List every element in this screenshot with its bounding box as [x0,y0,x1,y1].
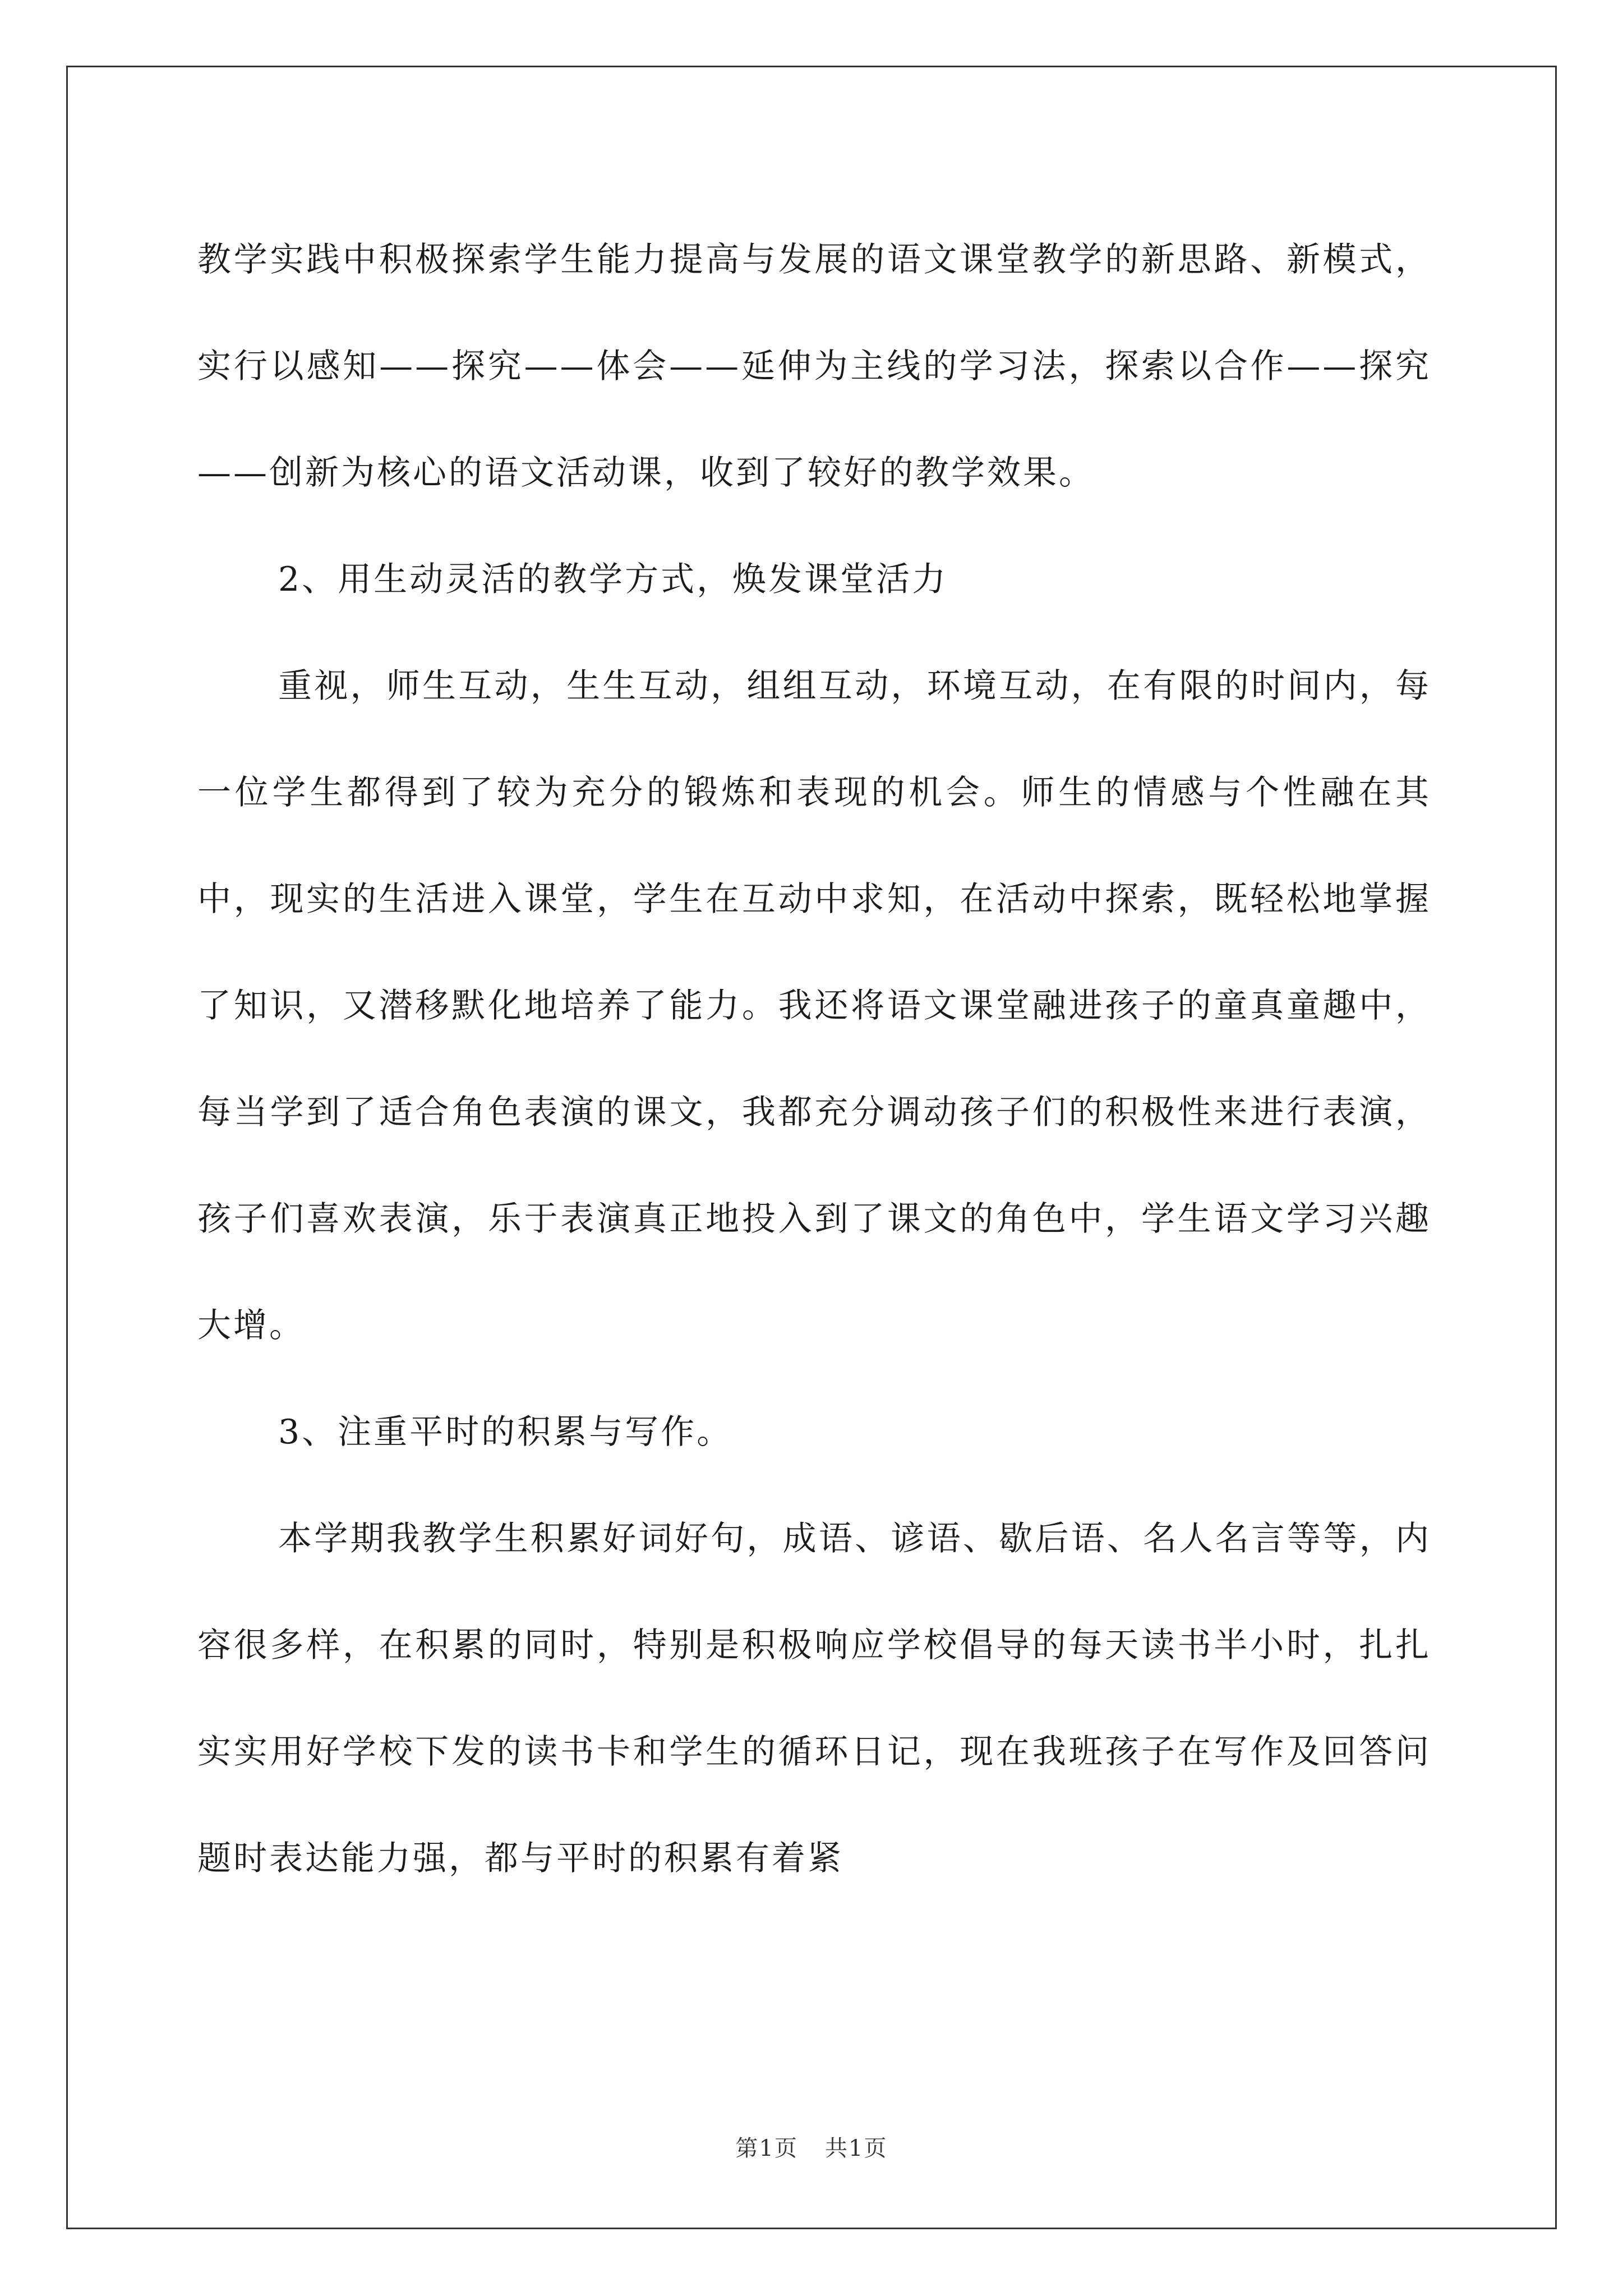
page-number: 第1页 [735,2136,798,2161]
heading-2: 2、用生动灵活的教学方式，焕发课堂活力 [278,560,948,599]
paragraph-2: 重视，师生互动，生生互动，组组互动，环境互动，在有限的时间内，每一位学生都得到了较为充分的锻炼和表现的机会。师生的情感与个性融在其中，现实的生活进入课堂，学生在互动中求知，在活动中探索，既轻松地掌握了知识，又潜移默化地培养了能力。我还将语文课堂融进孩子的童真童趣中，每当学到了适合角色表演的课文，我都充分调动孩子们的积极性来进行表演，孩子们喜欢表演，乐于表演真正地投入到了课文的角色中，学生语文学习兴趣大增。 [197,666,1431,1345]
paragraph-1: 教学实践中积极探索学生能力提高与发展的语文课堂教学的新思路、新模式，实行以感知——探究——体会——延伸为主线的学习法，探索以合作——探究——创新为核心的语文活动课，收到了较好的教学效果。 [197,240,1431,493]
heading-3: 3、注重平时的积累与写作。 [278,1412,733,1452]
page-total: 共1页 [825,2136,888,2161]
paragraph-3: 本学期我教学生积累好词好句，成语、谚语、歇后语、名人名言等等，内容很多样，在积累的同时，特别是积极响应学校倡导的每天读书半小时，扎扎实实用好学校下发的读书卡和学生的循环日记，现在我班孩子在写作及回答问题时表达能力强，都与平时的积累有着紧 [197,1519,1431,1878]
page-footer [0,2132,1623,2165]
document-body [197,206,1431,1912]
